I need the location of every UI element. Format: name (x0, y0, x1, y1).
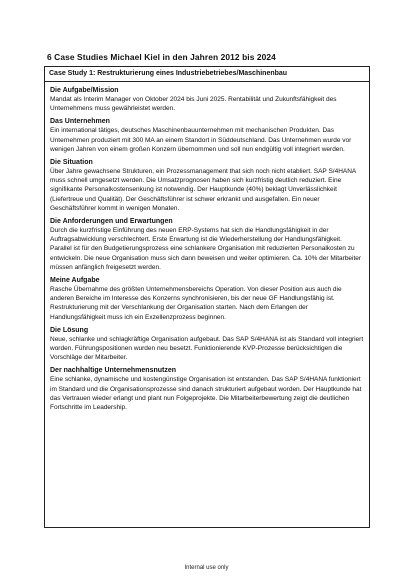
section-heading-company: Das Unternehmen (50, 118, 110, 126)
section-heading-mission: Die Aufgabe/Mission (50, 87, 119, 94)
section-heading-situation: Die Situation (50, 159, 93, 167)
section-text-company: Ein international tätiges, deutsches Maschinenbauunternehmen mit mechanischen Produkten. Das Unternehmen produziert mit 300 MA an einem Standort in Süddeutschland. Das Unternehmen wurde vor wenigen Jahren von einem großen Konzern übernommen und soll nun endgültig voll integriert werden. (50, 127, 352, 153)
section-text-solution: Neue, schlanke und schlagkräftige Organisation aufgebaut. Das SAP S/4HANA ist als Standard voll integriert worden. Führungspositionen wurden neu besetzt. Funktionierende KVP-Prozesse berücksichtigen die Vorschläge der Mitarbeiter. (50, 335, 364, 362)
footer-internal-use: Internal use only (184, 565, 229, 571)
case-study-header: Case Study 1: Restrukturierung eines Industriebetriebes/Maschinenbau (45, 67, 369, 82)
section-text-requirements: Durch die kurzfristige Einführung des neuen ERP-Systems hat sich die Handlungsfähigkeit in der Auftragsabwicklung verschlechtert. Erste Erwartung ist die Wiederherstellung der Handlungsfähigkeit. Parallel ist für den Budgetierungsprozess eine schlankere Organisation mit reduzierten Personalkosten zu entwickeln. Die neue Organisation muss sich dann beweisen und weiter optimieren. Ca. 10% der Mitarbeiter müssen anfänglich freigesetzt werden. (50, 227, 362, 271)
case-study-box (44, 66, 370, 528)
section-text-situation: Über Jahre gewachsene Strukturen, ein Prozessmanagement that sich noch nicht etabliert. SAP S/4HANA muss schnell umgesetzt werden. Die Umsatzprognosen haben sich kurzfristig deutlich reduziert. Eine signifikante Personalkostensenkung ist notwendig. Der Hauptkunde (40%) beklagt Unverlässlichkeit (Liefertreue und Qualität). Der Geschäftsführer ist schwer erkrankt und ausgefallen. Ein neuer Geschäftsführer kommt in wenigen Monaten. (50, 168, 356, 212)
page-title: 6 Case Studies Michael Kiel in den Jahren 2012 bis 2024 (47, 52, 276, 62)
section-heading-benefit: Der nachhaltige Unternehmensnutzen (50, 367, 177, 375)
section-text-benefit: Eine schlanke, dynamische und kostengünstige Organisation ist entstanden. Das SAP S/4HANA funktioniert im Standard und die Organisationsprozesse sind danach strukturiert aufgebaut worden. Der Hauptkunde hat das Vertrauen wieder erlangt und plant nun Folgeprojekte. Die Mitarbeiterbewertung zeigt die deutlichen Fortschritte im Leadership. (50, 376, 362, 412)
section-heading-solution: Die Lösung (50, 326, 89, 334)
section-text-mission: Mandat als Interim Manager von Oktober 2024 bis Juni 2025. Rentabilität und Zukunftsfähigkeit des Unternehmens muss gewährleistet werden. (50, 96, 337, 113)
case-study-body (45, 82, 369, 412)
section-heading-my-task: Meine Aufgabe (50, 277, 100, 285)
section-text-my-task: Rasche Übernahme des größten Unternehmensbereichs Operation. Von dieser Position aus auch die anderen Bereiche im Interesse des Konzerns synchronisieren, bis der neue GF Handlungsfähig ist. Restrukturierung mit der Verschlankung der Organisation starten. Nach dem Erlangen der Handlungsfähigkeit muss ich ein Exzellenzprozess beginnen. (50, 286, 342, 321)
section-heading-requirements: Die Anforderungen und Erwartungen (50, 218, 173, 226)
